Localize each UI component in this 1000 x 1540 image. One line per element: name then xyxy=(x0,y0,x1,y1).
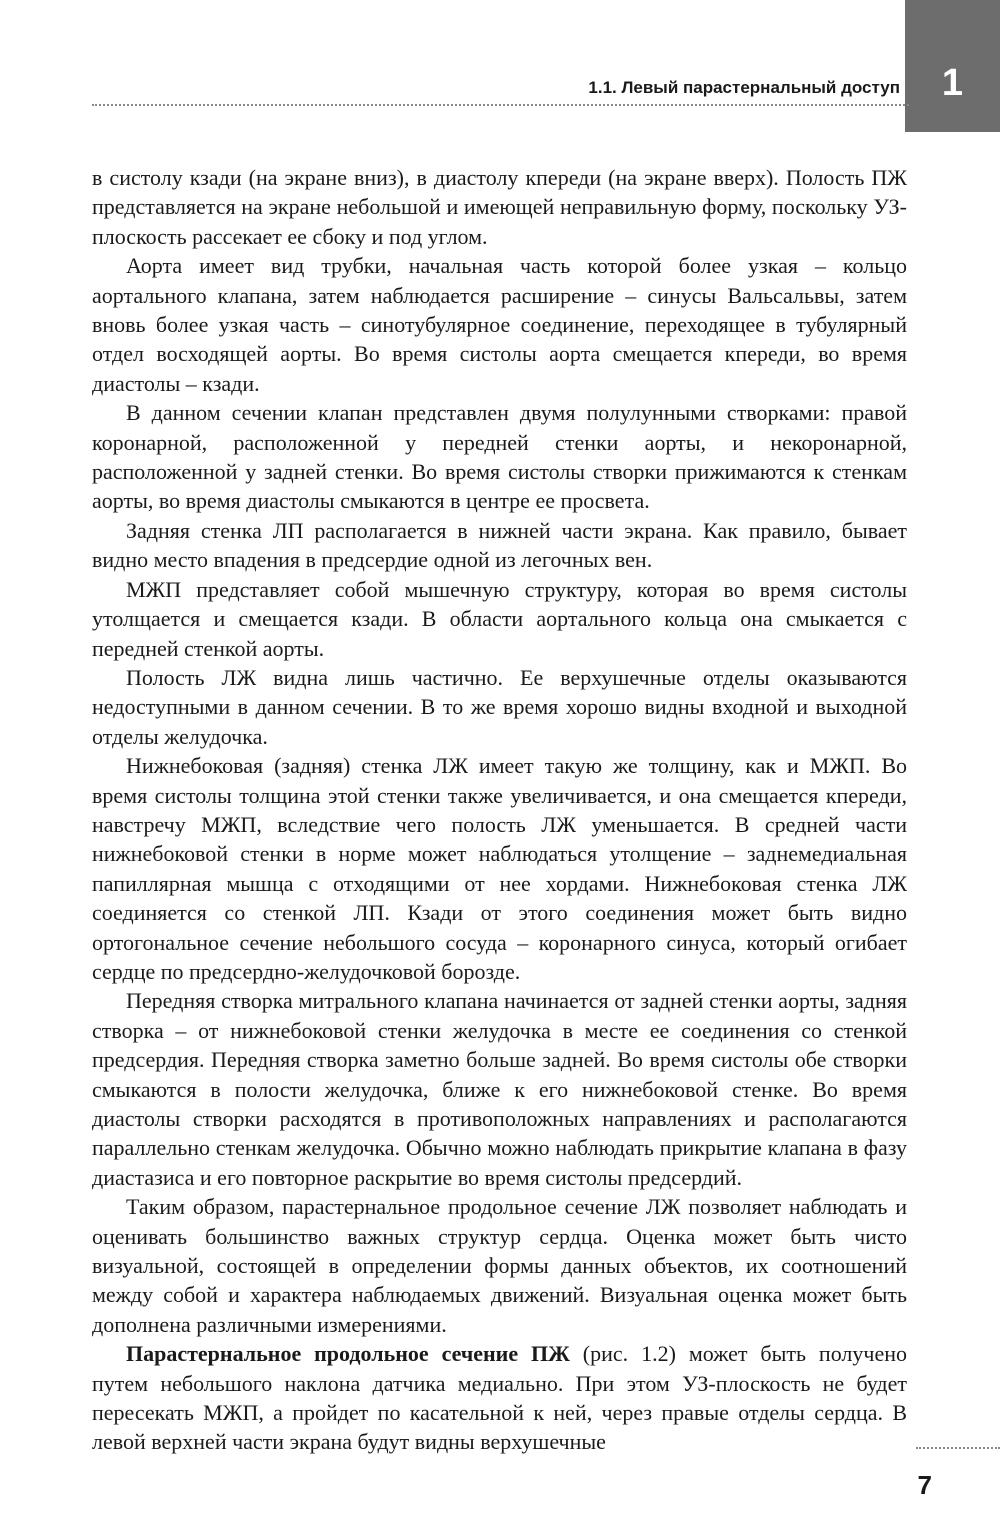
chapter-number: 1 xyxy=(941,62,964,104)
paragraph: В данном сечении клапан представлен двумя полулунными створками: правой коронарной, расположенной у передней стенки аорты, и некоронарной, расположенной у задней стенки. Во время систолы створки прижимаются к стенкам аорты, во время диастолы смыкаются в центре ее просвета. xyxy=(92,400,907,514)
paragraph: Задняя стенка ЛП располагается в нижней части экрана. Как правило, бывает видно место впадения в предсердие одной из легочных вен. xyxy=(92,517,907,573)
page-number: 7 xyxy=(917,1470,932,1500)
running-header: 1.1. Левый парастернальный доступ xyxy=(588,78,900,97)
paragraph: Нижнебоковая (задняя) стенка ЛЖ имеет такую же толщину, как и МЖП. Во время систолы толщина этой стенки также увеличивается, и она смещается кпереди, навстречу МЖП, вследствие чего полость ЛЖ уменьшается. В средней части нижнебоковой стенки в норме может наблюдаться утолщение – заднемедиальная папиллярная мышца с отходящими от нее хордами. Нижнебоковая стенка ЛЖ соединяется со стенкой ЛП. Кзади от этого соединения может быть видно ортогональное сечение небольшого сосуда – коронарного синуса, который огибает сердце по предсердно-желудочковой борозде. xyxy=(92,753,907,984)
footer-rule xyxy=(916,1447,1000,1449)
paragraph-last xyxy=(92,1339,907,1457)
paragraph: Таким образом, парастернальное продольное сечение ЛЖ позволяет наблюдать и оценивать большинство важных структур сердца. Оценка может быть чисто визуальной, состоящей в определении формы данных объектов, их соотношений между собой и характера наблюдаемых движений. Визуальная оценка может быть дополнена различными измерениями. xyxy=(92,1194,907,1337)
chapter-tab xyxy=(905,0,1000,132)
paragraph: Полость ЛЖ видна лишь частично. Ее верхушечные отделы оказываются недоступными в данном сечении. В то же время хорошо видны входной и выходной отделы желудочка. xyxy=(92,664,907,749)
paragraph-text: (рис. 1.2) может быть получено путем небольшого наклона датчика медиально. При этом УЗ-плоскость не будет пересекать МЖП, а пройдет по касательной к ней, через правые отделы сердца. В левой верхней части экрана будут видны верхушечные xyxy=(92,1341,907,1455)
paragraph: в систолу кзади (на экране вниз), в диастолу кпереди (на экране вверх). Полость ПЖ представляется на экране небольшой и имеющей неправильную форму, поскольку УЗ-плоскость рассекает ее сбоку и под углом. xyxy=(92,165,907,249)
header-rule xyxy=(92,104,909,106)
body-text xyxy=(92,163,907,1457)
paragraph: Передняя створка митрального клапана начинается от задней стенки аорты, задняя створка – от нижнебоковой стенки желудочка в месте ее соединения со стенкой предсердия. Передняя створка заметно больше задней. Во время систолы обе створки смыкаются в полости желудочка, ближе к его нижнебоковой стенке. Во время диастолы створки расходятся в противоположных направлениях и располагаются параллельно стенкам желудочка. Обычно можно наблюдать прикрытие клапана в фазу диастазиса и его повторное раскрытие во время систолы предсердий. xyxy=(92,988,907,1190)
paragraph: МЖП представляет собой мышечную структуру, которая во время систолы утолщается и смещается кзади. В области аортального кольца она смыкается с передней стенкой аорты. xyxy=(92,576,907,661)
paragraph: Аорта имеет вид трубки, начальная часть которой более узкая – кольцо аортального клапана, затем наблюдается расширение – синусы Вальсальвы, затем вновь более узкая часть – синотубулярное соединение, переходящее в тубулярный отдел восходящей аорты. Во время систолы аорта смещается кпереди, во время диастолы – кзади. xyxy=(92,253,907,396)
paragraph-lead: Парастернальное продольное сечение ПЖ xyxy=(126,1341,570,1367)
